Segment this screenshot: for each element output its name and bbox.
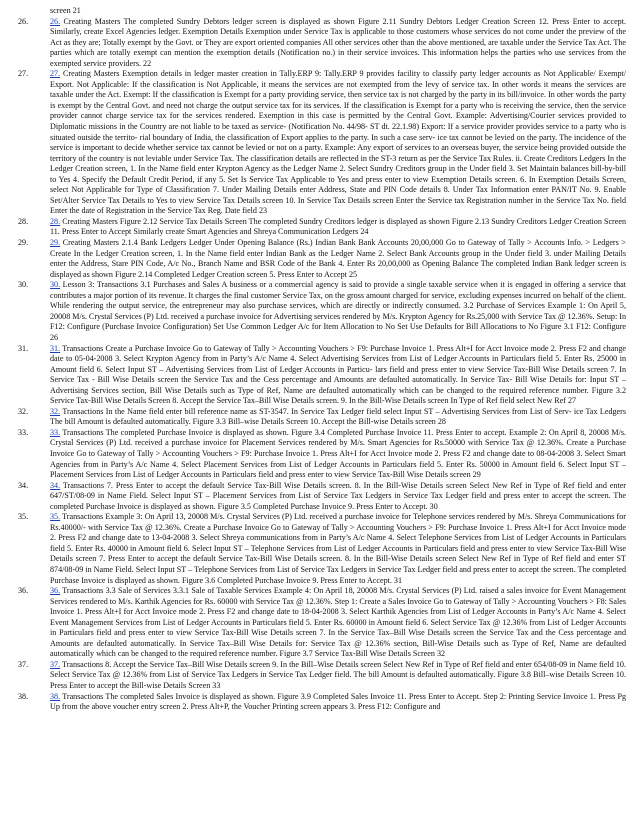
item-number: 36.	[18, 586, 29, 596]
item-body-text: Creating Masters Exemption details in ledger master creation in Tally.ERP 9: Tally.ERP 9 provides facility to classify party ledger accounts as Not Applicable/ Exempt/ Export. Not Applicable: If the classification is Not Applicable, it means the services are not exempted from the levy of service tax. In other words it means the services are taxable under the Act. Exempt: If the classification is Exempt for a party providing service, then service tax is not charged by the party in its bill/invoice. In other words the party is exempt by the Central Govt. and need not charge the output service tax for its services. If the classification is Exempt for a party who is receiving the service, then the service provider cannot charge service tax for the services rendered. Exemption in this case is permitted by the Central Govt. Example: Advertising/Courier services provided to Diplomatic missions in the Country are not liable to be taxed as service- (Notification No. 44/98- ST dt. 22.1.98) Export: If a service provider provides service to a party who is situated outside the territo- rial boundary of India, the classification of Export applies to the party. In such a case serv- ice tax cannot be levied on the party. The incidence of the service is important to decide whether service tax cannot be levied or not on a party. Example: Any export of services to an overseas buyer, the service being provided outside the territory of the country is not leviable under Service Tax. The classification details are reflected in the ST-3 return as per the Service Tax Rules. ii. Create Creditors Ledgers In the Ledger Creation screen, 1. In the Name field enter Krypton Agency as the Ledger Name 2. Select Sundry Creditors group in the Under field 3. Set Maintain balances bill-by-bill to Yes 4. Specify the Default Credit Period, if any 5. Set Is Service Tax Applicable to Yes and press enter to view Exemption Details screen. 6. In Exemption Details Screen, select Not Applicable for Type of Classification 7. Under Mailing Details enter Address, State and PIN Code details 8. Under Tax Information enter PAN/IT No. 9. Enable Set/Alter Service Tax Details to Yes to view Service Tax Details screen 10. In Service Tax Details screen Enter the Service tax Registration number in the Service Tax No. field Enter the date of Registration in the Service Tax Reg. Date field 23	[50, 69, 626, 216]
list-item	[18, 481, 626, 513]
item-text	[50, 692, 626, 713]
slide-link[interactable]: 38.	[50, 691, 61, 701]
slide-link[interactable]: 26.	[50, 16, 61, 26]
slide-link[interactable]: 30.	[50, 280, 61, 290]
list-item	[18, 428, 626, 481]
slide-link[interactable]: 35.	[50, 512, 61, 522]
item-text	[50, 481, 626, 513]
list-item	[18, 407, 626, 428]
item-text	[50, 344, 626, 407]
item-number: 28.	[18, 216, 29, 226]
slide-link[interactable]: 37.	[50, 659, 61, 669]
slide-link[interactable]: 33.	[50, 427, 61, 437]
numbered-list	[18, 17, 626, 713]
item-body-text: Creating Masters 2.1.4 Bank Ledgers Ledger Under Opening Balance (Rs.) Indian Bank Bank Accounts 20,00,000 Go to Gateway of Tally > Accounts Info. > Ledgers > Create In the Ledger Creation screen, 1. In the Name field enter Indian Bank as the Ledger Name 2. Select Bank Accounts group in the Under field 3. under Mailing Details enter the Address, Stare PIN Code, A/c No., Branch Name and BSR Code of the Bank 4. Enter Rs 20,00,000 as Opening Balance The completed Indian Bank ledger screen is displayed as shown Figure 2.14 Completed Ledger Creation screen 5. Press Enter to Accept 25	[50, 238, 626, 279]
list-item	[18, 17, 626, 70]
item-text	[50, 17, 626, 70]
item-text	[50, 512, 626, 586]
slide-link[interactable]: 36.	[50, 586, 61, 596]
item-body-text: Transactions 8. Accept the Service Tax–Bill Wise Details screen 9. In the Bill–Wise Details screen Select New Ref in Type of Ref field and enter 654/08-09 in Name field 10. Select Service Tax @ 12.36% from List of Service Tax Ledgers in Service Tax Ledger field. The bill Amount is defaulted automatically. Figure 3.8 Bill–wise Details Screen 10. Press Enter to accept the Bill-wise Details Screen 33	[50, 659, 626, 690]
item-number: 38.	[18, 691, 29, 701]
slide-link[interactable]: 32.	[50, 406, 61, 416]
slide-link[interactable]: 34.	[50, 480, 61, 490]
slide-link[interactable]: 29.	[50, 238, 61, 248]
item-text	[50, 407, 626, 428]
list-item	[18, 692, 626, 713]
item-body-text: Transactions 7. Press Enter to accept the default Service Tax-Bill Wise Details screen. 8. In the Bill-Wise Details screen Select New Ref in Type of Ref field and enter 647/ST/08-09 in Name Field. Select Input ST – Placement Services from List of Service Tax Ledgers in Service Tax Ledger field and press enter to accept the screen. The completed Purchase Invoice is displayed as shown. Figure 3.5 Completed Purchase Invoice 9. Press Enter to Accept. 30	[50, 480, 626, 511]
item-body-text: Transactions Example 3: On April 13, 20008 M/s. Crystal Services (P) Ltd. received a purchase invoice for Telephone services rendered by M/s. Shreya Communications for Rs.40000/- with Service Tax @ 12.36%. Create a Purchase Invoice Go to Gateway of Tally > Accounting Vouchers > F9: Purchase Invoice 1. Press Alt+I for Acct Invoice mode 2. Press F2 and change date to 13-04-2008 3. Select Shreya communications from in Party’s A/c Name 4. Select Telephone Services from List of Ledger Accounts in Particulars field 5. Enter Rs. 40000 in Amount field 6. Select Input ST – Telephone Services from List of Ledger Accounts in Particulars field and press enter to view Service Tax-Bill Wise Details screen 7. Press Enter to accept the default Service Tax-Bill Wise Details screen. 8. In the Bill-Wise Details screen Select New Ref in Type of Ref field and enter ST 874/08-09 in Name Field. Select Input ST – Telephone Services from List of Service Tax Ledgers in Service Tax Ledger field and press enter to accept the screen. The completed Purchase Invoice is displayed as shown. Figure 3.6 Completed Purchase Invoice 9. Press Enter to Accept. 31	[50, 512, 626, 585]
slide-link[interactable]: 27.	[50, 69, 61, 79]
item-number: 30.	[18, 280, 29, 290]
item-body-text: Lesson 3: Transactions 3.1 Purchases and Sales A business or a commercial agency is said to provide a single taxable service when it is engaged in offering a service that contributes a major portion of its revenue. It charges the final customer Service Tax, on the gross amount charged for service, excluding expenses incurred on behalf of the client. While rendering the output service, the entrepreneur may also purchase services, which are directly or indirectly consumed. 3.2 Purchase of Services Example 1: On April 5, 20008 M/s. Crystal Services (P) Ltd. received a purchase invoice for Advertising services rendered by M/s. Krypton Agency for Rs.25,000 with Service Tax @ 12.36%. Setup: In F12: Configure (Purchase Invoice Configuration) Set Use Common Ledger A/c for Item Allocation to No Set Use Defaults for Bill Allocations to No Figure 3.1 F12: Configure 26	[50, 280, 626, 342]
item-number: 27.	[18, 69, 29, 79]
slide-link[interactable]: 28.	[50, 216, 61, 226]
item-body-text: Transactions 3.3 Sale of Services 3.3.1 Sale of Taxable Services Example 4: On April 18, 20008 M/s. Crystal Services (P) Ltd. raised a sales invoice for Event Management Services rendered to M/s. Karthik Agencies for Rs. 60000 with Service Tax @ 12.36%. Step 1: Create a Sales Invoice Go to Gateway of Tally > Accounting Vouchers > F8: Sales Invoice 1. Press Alt+I for Acct Invoice mode 2. Press F2 and change date to 18-04-2008 3. Select Karthik Agencies from List of Ledger Accounts in Party’s A/c Name 4. Select Event Management Services from List of Ledger Accounts in Particulars field 5. Enter Rs. 60000 in Amount field 6. Select Service Tax @ 12.36% from List of Ledger Accounts in Particulars field and press enter to view Service Tax-Bill Wise Details screen 7. In the Service Tax–Bill Wise Details screen the Service Tax and the Cess percentage and Amounts are defaulted automatically. In Service Tax–Bill Wise Details for: Service Tax @ 12.36% section, Bill-Wise Details such as Type of Ref, Name are defaulted automatically which can be changed to the required reference number. Figure 3.7 Service Tax-Bill Wise Details Screen 32	[50, 586, 626, 659]
item-number: 35.	[18, 512, 29, 522]
item-text	[50, 238, 626, 280]
list-item	[18, 344, 626, 407]
item-body-text: Transactions Create a Purchase Invoice Go to Gateway of Tally > Accounting Vouchers > F9: Purchase Invoice 1. Press Alt+I for Acct Invoice mode 2. Press F2 and change date to 05-04-2008 3. Select Krypton Agency from in Party’s A/c Name 4. Select Advertising Services from List of Ledger Accounts in Particulars field 5. Enter Rs. 25000 in Amount field 6. Select Input ST – Advertising Services from List of Ledger Accounts in Particu- lars field and press enter to view Service Tax-Bill Wise Details screen 7. In Service Tax - Bill Wise Details screen the Service Tax and the Cess percentage and Amounts are defaulted automatically. In Service Tax- Bill Wise Details for: Input ST – Advertising Services section, Bill Wise Details such as Type of Ref, Name are defaulted automatically which can be changed to the required reference number. Figure 3.2 Service Tax-Bill Wise Details Screen 8. Accept the Service Tax–Bill Wise Details screen. 9. In the Bill-Wise Details screen In Type of Ref field select New Ref 27	[50, 343, 626, 406]
list-item	[18, 660, 626, 692]
item-text	[50, 280, 626, 343]
item-number: 33.	[18, 427, 29, 437]
item-body-text: Creating Masters Figure 2.12 Service Tax Details Screen The completed Sundry Creditors ledger is displayed as shown Figure 2.13 Sundry Creditors Ledger Creation Screen 11. Press Enter to Accept Similarly create Smart Agencies and Shreya Communication Ledgers 24	[50, 216, 626, 237]
list-item	[18, 238, 626, 280]
item-number: 29.	[18, 238, 29, 248]
slide-link[interactable]: 31.	[50, 343, 61, 353]
item-body-text: Creating Masters The completed Sundry Debtors ledger screen is displayed as shown Figure 2.11 Sundry Debtors Ledger Creation Screen 12. Press Enter to accept. Similarly, create Excel Agencies ledger. Exemption Details Exemption under Service Tax is applicable to those customers whose services do not come under the preview of the Act as they are; Totally exempt by the Govt. or They are export oriented companies All other services other than the above mentioned, are taxable under the Service Tax Act. The parties which are totally exempt can mention the exemption details (Notification no.) in their service invoices. This information helps the parties who use services from the exempted service providers. 22	[50, 16, 626, 68]
item-text	[50, 428, 626, 481]
item-text	[50, 586, 626, 660]
item-number: 34.	[18, 480, 29, 490]
list-item	[18, 280, 626, 343]
item-body-text: Transactions The completed Purchase Invoice is displayed as shown. Figure 3.4 Completed Purchase Invoice 11. Press Enter to accept. Example 2: On April 8, 20008 M/s. Crystal Services (P) Ltd. received a purchase invoice for Placement Services rendered by M/s. Smart Agencies for Rs.50000 with Service Tax @ 12.36%. Create a Purchase Invoice Go to Gateway of Tally > Accounting Vouchers > F9: Purchase Invoice 1. Press Alt+I for Acct Invoice mode 2. Press F2 and change date to 08-04-2008 3. Select Smart Agencies from in Party’s A/c Name 4. Select Placement Services from List of Ledger Accounts in Particulars field 5. Enter Rs. 50000 in Amount field 6. Select Input ST – Placement Services from List of Ledger Accounts in Particulars field and press enter to view Service Tax-Bill Wise Details screen 29	[50, 427, 626, 480]
item-text	[50, 217, 626, 238]
list-item	[18, 512, 626, 586]
item-text	[50, 69, 626, 217]
item-number: 31.	[18, 343, 29, 353]
item-number: 32.	[18, 406, 29, 416]
item-body-text: Transactions The completed Sales Invoice is displayed as shown. Figure 3.9 Completed Sales Invoice 11. Press Enter to Accept. Step 2: Printing Service Invoice 1. Press Pg Up from the above voucher entry screen 2. Press Alt+P, the Voucher Printing screen appears 3. Press F12: Configure and	[50, 691, 626, 712]
item-number: 37.	[18, 659, 29, 669]
continued-text: screen 21	[50, 6, 81, 15]
item-text	[50, 660, 626, 692]
list-item	[18, 69, 626, 217]
list-item	[18, 217, 626, 238]
item-body-text: Transactions In the Name field enter bill reference name as ST-3547. In Service Tax Ledger field select Input ST – Advertising Services from List of Serv- ice Tax Ledgers The bill Amount is defaulted automatically. Figure 3.3 Bill–wise Details Screen 10. Accept the Bill-wise Details screen 28	[50, 406, 626, 427]
list-item	[18, 586, 626, 660]
item-number: 26.	[18, 16, 29, 26]
